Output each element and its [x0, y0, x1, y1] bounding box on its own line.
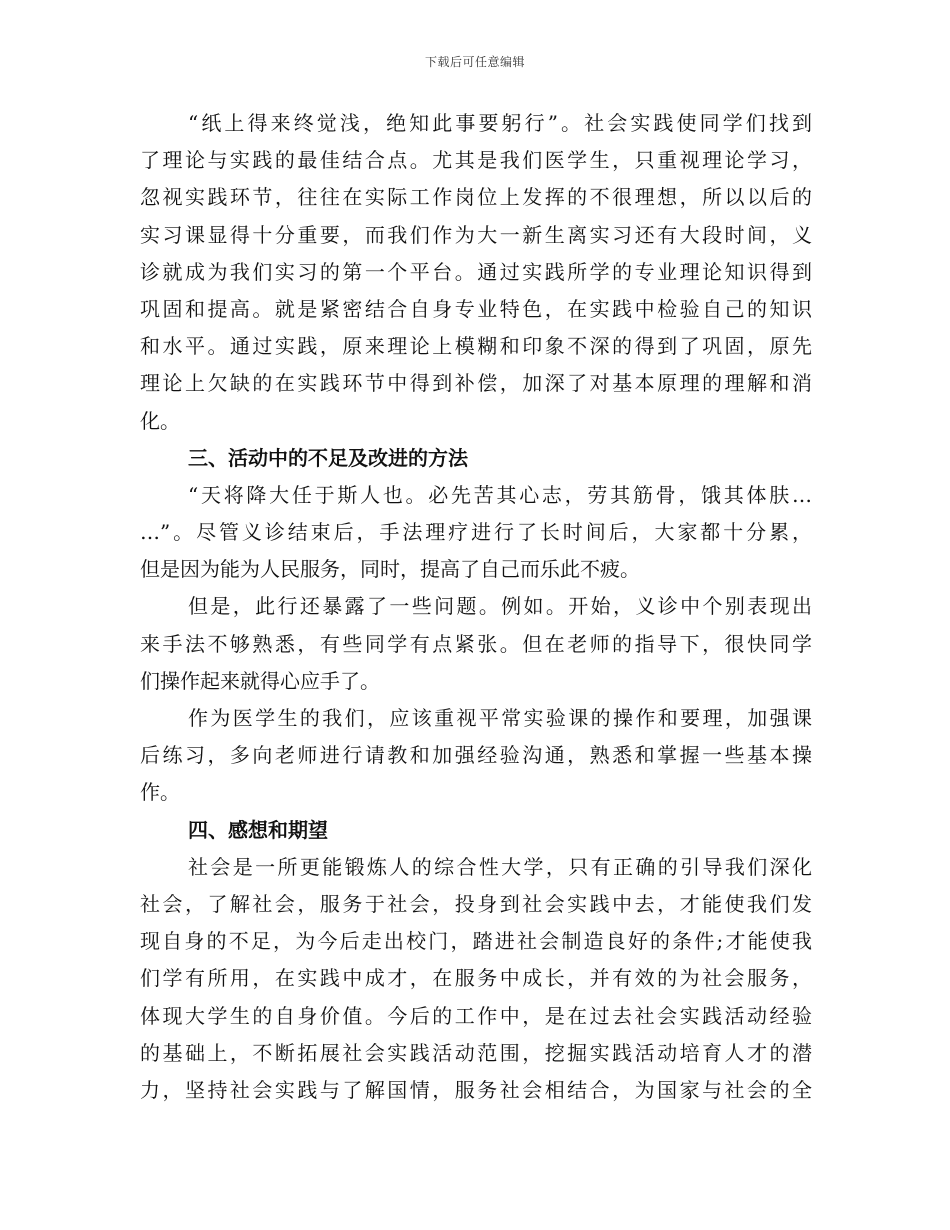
document-body [140, 105, 812, 1109]
text-line: 作。 [140, 780, 180, 805]
text-line: 来手法不够熟悉，有些同学有点紧张。但在老师的指导下，很快同学 [140, 631, 812, 656]
text-line: 后练习，多向老师进行请教和加强经验沟通，熟悉和掌握一些基本操 [140, 743, 812, 768]
text-line: …”。尽管义诊结束后，手法理疗进行了长时间后，大家都十分累， [140, 520, 812, 545]
text-line: 但是，此行还暴露了一些问题。例如。开始，义诊中个别表现出 [188, 594, 812, 619]
section-heading: 四、感想和期望 [188, 817, 328, 842]
text-line: 力，坚持社会实践与了解国情，服务社会相结合，为国家与社会的全 [140, 1077, 812, 1102]
text-line: 社会是一所更能锻炼人的综合性大学，只有正确的引导我们深化 [188, 854, 812, 879]
text-line: 但是因为能为人民服务，同时，提高了自己而乐此不疲。 [140, 557, 640, 582]
paragraph [140, 477, 812, 589]
text-line: 们学有所用，在实践中成才，在服务中成长，并有效的为社会服务， [140, 966, 812, 991]
text-line: 现自身的不足，为今后走出校门，踏进社会制造良好的条件;才能使我 [140, 929, 812, 954]
text-line: 忽视实践环节，往往在实际工作岗位上发挥的不很理想，所以以后的 [140, 185, 812, 210]
text-line: 作为医学生的我们，应该重视平常实验课的操作和要理，加强课 [188, 706, 812, 730]
text-line: “天将降大任于斯人也。必先苦其心志，劳其筋骨，饿其体肤… [188, 482, 812, 507]
paragraph [140, 588, 812, 700]
text-line: 体现大学生的自身价值。今后的工作中，是在过去社会实践活动经验 [140, 1003, 812, 1028]
text-line: “纸上得来终觉浅，绝知此事要躬行”。社会实践使同学们找到 [188, 111, 812, 135]
text-line: 们操作起来就得心应手了。 [140, 668, 380, 693]
section-heading: 三、活动中的不足及改进的方法 [188, 445, 468, 470]
text-line: 理论上欠缺的在实践环节中得到补偿，加深了对基本原理的理解和消 [140, 371, 812, 396]
text-line: 社会，了解社会，服务于社会，投身到社会实践中去，才能使我们发 [140, 891, 812, 916]
text-line: 的基础上，不断拓展社会实践活动范围，挖掘实践活动培育人才的潜 [140, 1040, 812, 1065]
paragraph [140, 849, 812, 1109]
paragraph [140, 105, 812, 440]
text-line: 巩固和提高。就是紧密结合自身专业特色，在实践中检验自己的知识 [140, 296, 812, 321]
text-line: 实习课显得十分重要，而我们作为大一新生离实习还有大段时间，义 [140, 222, 812, 247]
text-line: 诊就成为我们实习的第一个平台。通过实践所学的专业理论知识得到 [140, 259, 812, 284]
page-header: 下载后可任意编辑 [424, 55, 525, 69]
text-line: 了理论与实践的最佳结合点。尤其是我们医学生，只重视理论学习， [140, 148, 812, 173]
text-line: 和水平。通过实践，原来理论上模糊和印象不深的得到了巩固，原先 [140, 334, 812, 359]
paragraph [140, 700, 812, 812]
text-line: 化。 [140, 408, 180, 433]
